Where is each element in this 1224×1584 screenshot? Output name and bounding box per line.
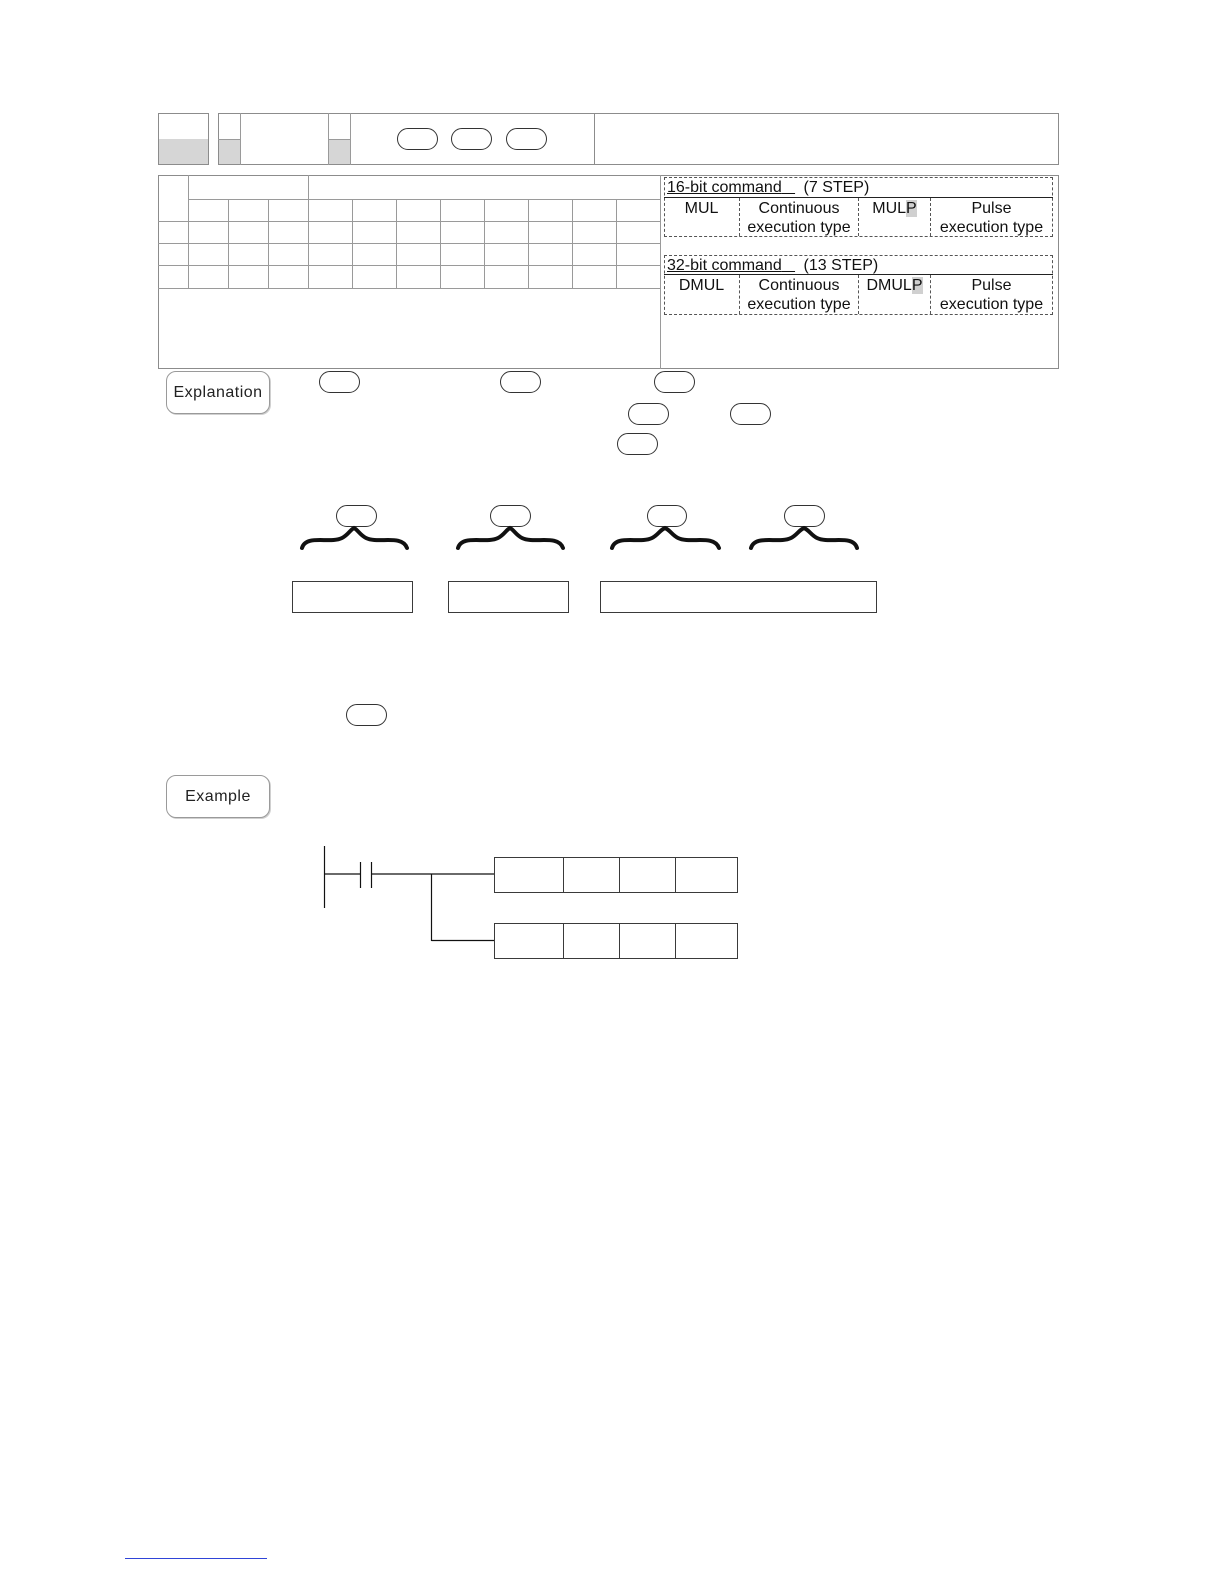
cmd32-pulse-label-1: Pulse bbox=[971, 277, 1012, 294]
register-box-3 bbox=[600, 581, 877, 613]
explanation-oval-7 bbox=[346, 704, 387, 726]
grid-h-5 bbox=[158, 288, 660, 289]
instr1-div-3 bbox=[675, 857, 676, 893]
cmd16-cont-mnemonic: MUL bbox=[684, 200, 719, 217]
grid-h-3 bbox=[158, 243, 660, 244]
example-label: Example bbox=[166, 775, 270, 818]
d-flag-shade bbox=[219, 140, 240, 164]
grid-v-6 bbox=[396, 199, 397, 288]
cmd16-cont-label-2: execution type bbox=[747, 219, 851, 236]
cmd16-cont-label-1: Continuous bbox=[758, 200, 840, 217]
cmd16-steps: (7 STEP) bbox=[803, 179, 870, 196]
cmd32-pulse-base: DMUL bbox=[866, 277, 912, 294]
explanation-oval-3 bbox=[654, 371, 695, 393]
grid-v-11 bbox=[616, 199, 617, 288]
mnemonic-divider-3 bbox=[350, 113, 351, 165]
instruction-box-2 bbox=[494, 923, 738, 959]
explanation-oval-2 bbox=[500, 371, 541, 393]
operand-table-split bbox=[660, 175, 661, 369]
ladder-lines bbox=[318, 842, 508, 962]
explanation-oval-6 bbox=[617, 433, 658, 455]
instr2-div-3 bbox=[675, 923, 676, 959]
curly-braces bbox=[290, 524, 870, 556]
instr2-div-2 bbox=[619, 923, 620, 959]
operand-oval-s2 bbox=[451, 128, 492, 150]
brace-3 bbox=[612, 528, 719, 548]
grid-h-4 bbox=[158, 265, 660, 266]
grid-v-4 bbox=[308, 175, 309, 288]
grid-v-9 bbox=[528, 199, 529, 288]
explanation-oval-4 bbox=[628, 403, 669, 425]
grid-h-1 bbox=[188, 199, 660, 200]
footer-rule bbox=[125, 1558, 267, 1559]
brace-1 bbox=[302, 528, 407, 548]
grid-v-5 bbox=[352, 199, 353, 288]
instr2-div-1 bbox=[563, 923, 564, 959]
cmd32-cont-label-1: Continuous bbox=[758, 277, 840, 294]
register-box-2 bbox=[448, 581, 569, 613]
cmd32-title bbox=[667, 256, 878, 275]
register-box-1 bbox=[292, 581, 413, 613]
cmd32-pulse-suffix: P bbox=[911, 277, 923, 294]
cmd32-pulse-label-2: execution type bbox=[939, 296, 1044, 313]
cmd32-steps: (13 STEP) bbox=[803, 257, 879, 274]
cmd16-title bbox=[667, 178, 869, 197]
api-number-shade bbox=[159, 139, 208, 164]
instr1-div-2 bbox=[619, 857, 620, 893]
grid-v-1 bbox=[188, 175, 189, 288]
cmd32-title-text: 32-bit command bbox=[667, 257, 782, 274]
explanation-oval-1 bbox=[319, 371, 360, 393]
explanation-oval-5 bbox=[730, 403, 771, 425]
grid-v-8 bbox=[484, 199, 485, 288]
cmd32-pulse-mnemonic bbox=[859, 276, 930, 295]
cmd16-pulse-label-2: execution type bbox=[939, 219, 1044, 236]
grid-v-3 bbox=[268, 199, 269, 288]
cmd16-title-text: 16-bit command bbox=[667, 179, 782, 196]
explanation-label: Explanation bbox=[166, 371, 270, 414]
cmd16-pulse-label-1: Pulse bbox=[971, 200, 1012, 217]
cmd16-pulse-suffix: P bbox=[906, 200, 917, 217]
grid-v-2 bbox=[228, 199, 229, 288]
brace-2 bbox=[458, 528, 563, 548]
grid-v-10 bbox=[572, 199, 573, 288]
operand-oval-s1 bbox=[397, 128, 438, 150]
operand-oval-d bbox=[506, 128, 547, 150]
grid-h-2 bbox=[158, 221, 660, 222]
instr1-div-1 bbox=[563, 857, 564, 893]
function-box bbox=[594, 113, 1059, 165]
grid-v-7 bbox=[440, 199, 441, 288]
p-flag-shade bbox=[329, 140, 350, 164]
cmd16-pulse-mnemonic bbox=[859, 199, 930, 218]
brace-4 bbox=[751, 528, 857, 548]
cmd16-pulse-base: MUL bbox=[872, 200, 907, 217]
instruction-box-1 bbox=[494, 857, 738, 893]
mnemonic-divider-1 bbox=[240, 113, 241, 165]
cmd32-cont-mnemonic: DMUL bbox=[678, 277, 725, 294]
cmd32-cont-label-2: execution type bbox=[747, 296, 851, 313]
